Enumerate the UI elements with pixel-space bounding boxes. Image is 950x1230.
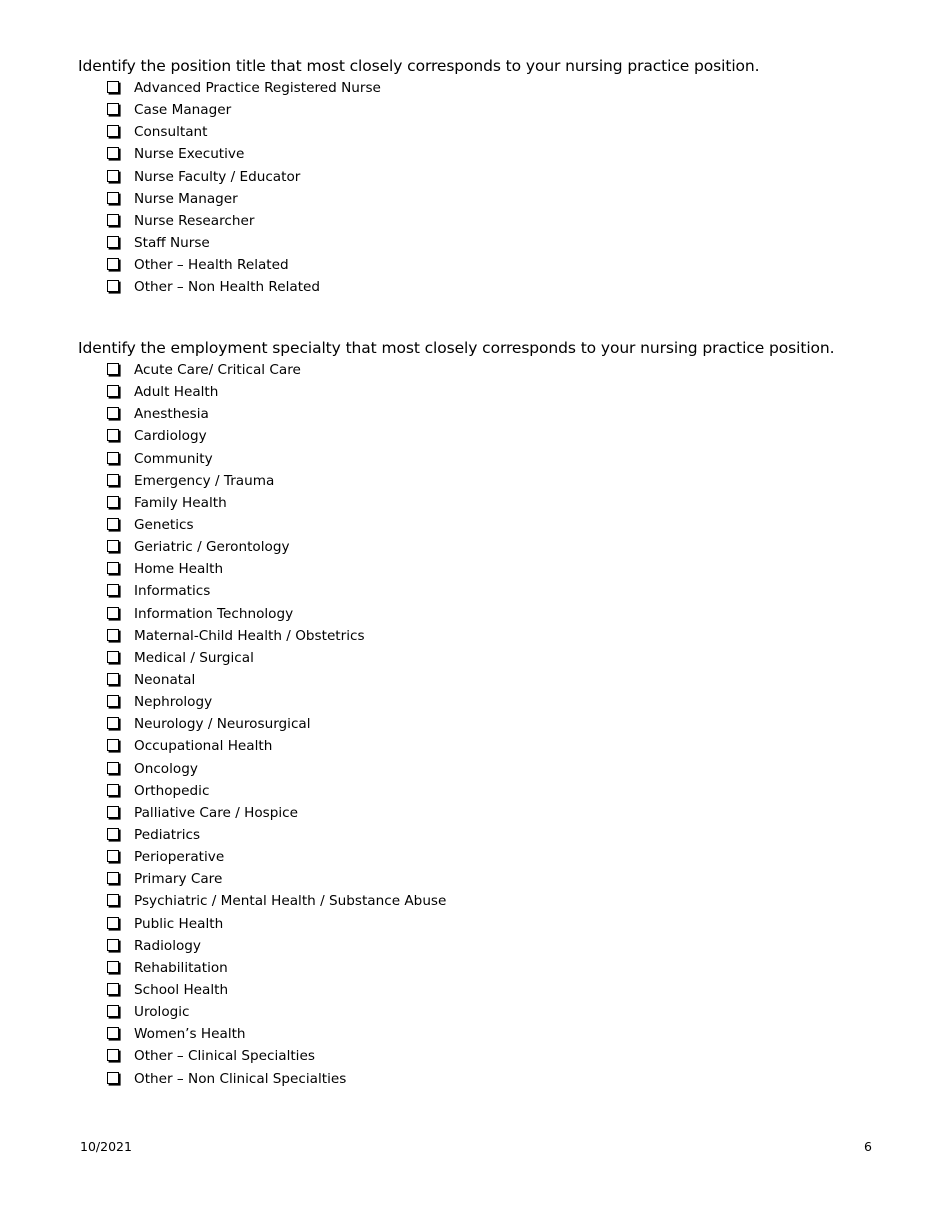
checkbox-label: Oncology xyxy=(134,760,198,777)
checkbox-label: Rehabilitation xyxy=(134,959,228,976)
checkbox[interactable] xyxy=(107,872,119,884)
checkbox[interactable] xyxy=(107,81,119,93)
checkbox[interactable] xyxy=(107,784,119,796)
checkbox-label: Public Health xyxy=(134,915,224,932)
checkbox-label: Maternal-Child Health / Obstetrics xyxy=(134,627,365,644)
checkbox-label: Geriatric / Gerontology xyxy=(134,539,290,556)
checkbox-label: Occupational Health xyxy=(134,738,273,755)
checkbox[interactable] xyxy=(107,103,119,115)
checkbox-label: Anesthesia xyxy=(134,406,209,423)
checkbox-label: Pediatrics xyxy=(134,826,201,843)
checkbox[interactable] xyxy=(107,695,119,707)
position-title-question: Identify the position title that most closely corresponds to your nursing practice position. xyxy=(78,57,760,75)
checkbox[interactable] xyxy=(107,540,119,552)
checkbox-label: Community xyxy=(134,450,213,467)
checkbox-label: Cardiology xyxy=(134,428,207,445)
checkbox-label: Other – Health Related xyxy=(134,257,289,274)
checkbox[interactable] xyxy=(107,258,119,270)
checkbox[interactable] xyxy=(107,673,119,685)
checkbox-label: Other – Clinical Specialties xyxy=(134,1048,315,1065)
checkbox[interactable] xyxy=(107,518,119,530)
checkbox-label: Other – Non Health Related xyxy=(134,279,321,296)
checkbox-label: Nurse Manager xyxy=(134,190,238,207)
checkbox[interactable] xyxy=(107,828,119,840)
checkbox[interactable] xyxy=(107,1049,119,1061)
checkbox[interactable] xyxy=(107,1005,119,1017)
checkbox-label: Nephrology xyxy=(134,694,213,711)
checkbox-label: Primary Care xyxy=(134,871,223,888)
checkbox-label: Urologic xyxy=(134,1004,190,1021)
page-number: 6 xyxy=(864,1139,872,1154)
checkbox[interactable] xyxy=(107,214,119,226)
checkbox-label: Nurse Faculty / Educator xyxy=(134,168,301,185)
checkbox[interactable] xyxy=(107,939,119,951)
checkbox-label: Women’s Health xyxy=(134,1026,246,1043)
checkbox[interactable] xyxy=(107,429,119,441)
checkbox-label: Family Health xyxy=(134,494,227,511)
checkbox-label: Orthopedic xyxy=(134,782,210,799)
checkbox[interactable] xyxy=(107,452,119,464)
checkbox-label: School Health xyxy=(134,981,229,998)
checkbox[interactable] xyxy=(107,407,119,419)
checkbox-label: Informatics xyxy=(134,583,211,600)
checkbox-label: Genetics xyxy=(134,516,194,533)
checkbox-label: Acute Care/ Critical Care xyxy=(134,362,301,378)
checkbox[interactable] xyxy=(107,607,119,619)
checkbox[interactable] xyxy=(107,917,119,929)
checkbox-label: Perioperative xyxy=(134,849,225,866)
checkbox[interactable] xyxy=(107,125,119,137)
checkbox[interactable] xyxy=(107,170,119,182)
checkbox-label: Neonatal xyxy=(134,671,196,688)
checkbox-label: Palliative Care / Hospice xyxy=(134,804,298,821)
checkbox-label: Medical / Surgical xyxy=(134,649,254,666)
checkbox-label: Radiology xyxy=(134,937,201,954)
checkbox[interactable] xyxy=(107,474,119,486)
checkbox-label: Consultant xyxy=(134,124,208,141)
checkbox[interactable] xyxy=(107,983,119,995)
footer-date: 10/2021 xyxy=(80,1139,132,1154)
checkbox[interactable] xyxy=(107,584,119,596)
checkbox[interactable] xyxy=(107,280,119,292)
checkbox-label: Psychiatric / Mental Health / Substance Abuse xyxy=(134,893,447,910)
checkbox[interactable] xyxy=(107,147,119,159)
checkbox[interactable] xyxy=(107,762,119,774)
checkbox[interactable] xyxy=(107,739,119,751)
checkbox[interactable] xyxy=(107,850,119,862)
checkbox[interactable] xyxy=(107,385,119,397)
checkbox[interactable] xyxy=(107,1027,119,1039)
checkbox[interactable] xyxy=(107,894,119,906)
checkbox-label: Nurse Executive xyxy=(134,146,245,163)
checkbox[interactable] xyxy=(107,363,119,375)
checkbox[interactable] xyxy=(107,651,119,663)
checkbox[interactable] xyxy=(107,1072,119,1084)
checkbox-label: Case Manager xyxy=(134,102,232,119)
checkbox[interactable] xyxy=(107,562,119,574)
checkbox[interactable] xyxy=(107,629,119,641)
checkbox[interactable] xyxy=(107,717,119,729)
checkbox[interactable] xyxy=(107,236,119,248)
checkbox-label: Information Technology xyxy=(134,605,294,622)
checkbox-label: Staff Nurse xyxy=(134,234,210,251)
checkbox[interactable] xyxy=(107,806,119,818)
checkbox[interactable] xyxy=(107,192,119,204)
checkbox-label: Nurse Researcher xyxy=(134,212,255,229)
checkbox-label: Emergency / Trauma xyxy=(134,472,275,489)
checkbox[interactable] xyxy=(107,961,119,973)
checkbox-label: Neurology / Neurosurgical xyxy=(134,716,311,733)
checkbox-label: Advanced Practice Registered Nurse xyxy=(134,80,381,96)
employment-specialty-question: Identify the employment specialty that most closely corresponds to your nursing practice position. xyxy=(78,339,835,357)
checkbox[interactable] xyxy=(107,496,119,508)
checkbox-label: Adult Health xyxy=(134,384,219,401)
checkbox-label: Other – Non Clinical Specialties xyxy=(134,1070,347,1087)
checkbox-label: Home Health xyxy=(134,561,224,578)
